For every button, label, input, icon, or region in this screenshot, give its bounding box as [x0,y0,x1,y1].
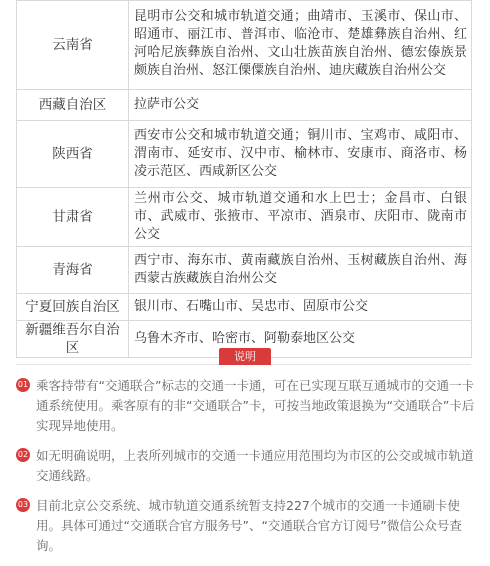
table-row [17,90,472,121]
note-number-badge: 02 [16,448,30,462]
note-number-badge: 01 [16,378,30,392]
cities-cell: 昆明市公交和城市轨道交通；曲靖市、玉溪市、保山市、昭通市、丽江市、普洱市、临沧市、楚雄彝族自治州、红河哈尼族彝族自治州、文山壮族苗族自治州、德宏傣族景颇族自治州、怒江傈僳族自治州、迪庆藏族自治州公交 [129,1,472,90]
province-cell: 青海省 [17,247,129,294]
note-text: 如无明确说明，上表所列城市的交通一卡通应用范围均为市区的公交或城市轨道交通线路。 [36,448,474,483]
notes-list [16,376,476,566]
cities-cell: 西安市公交和城市轨道交通；铜川市、宝鸡市、咸阳市、渭南市、延安市、汉中市、榆林市、安康市、商洛市、杨凌示范区、西咸新区公交 [129,121,472,188]
note-item [16,496,476,556]
note-item [16,376,476,436]
cities-cell: 兰州市公交、城市轨道交通和水上巴士；金昌市、白银市、武威市、张掖市、平凉市、酒泉市、庆阳市、陇南市公交 [129,188,472,247]
table-row [17,294,472,321]
city-coverage-table [16,0,472,358]
cities-cell: 拉萨市公交 [129,90,472,121]
province-cell: 宁夏回族自治区 [17,294,129,321]
province-cell: 甘肃省 [17,188,129,247]
note-text: 乘客持带有“交通联合”标志的交通一卡通，可在已实现互联互通城市的交通一卡通系统使用。乘客原有的非“交通联合”卡，可按当地政策退换为“交通联合”卡后实现异地使用。 [36,378,475,433]
city-coverage-table-wrapper [16,0,471,358]
province-cell: 新疆维吾尔自治区 [17,321,129,358]
table-row [17,247,472,294]
cities-cell: 西宁市、海东市、黄南藏族自治州、玉树藏族自治州、海西蒙古族藏族自治州公交 [129,247,472,294]
province-cell: 云南省 [17,1,129,90]
table-row [17,188,472,247]
cities-cell: 银川市、石嘴山市、吴忠市、固原市公交 [129,294,472,321]
note-number-badge: 03 [16,498,30,512]
note-text: 目前北京公交系统、城市轨道交通系统暂支持227个城市的交通一卡通刷卡使用。具体可通过“交通联合官方服务号”、“交通联合官方订阅号”微信公众号查询。 [36,498,462,553]
note-item [16,446,476,486]
table-row [17,121,472,188]
notes-title-tab: 说明 [219,348,271,365]
table-row [17,1,472,90]
province-cell: 陕西省 [17,121,129,188]
cities-cell: 乌鲁木齐市、哈密市、阿勒泰地区公交 [129,321,472,358]
province-cell: 西藏自治区 [17,90,129,121]
notes-header [16,348,471,364]
